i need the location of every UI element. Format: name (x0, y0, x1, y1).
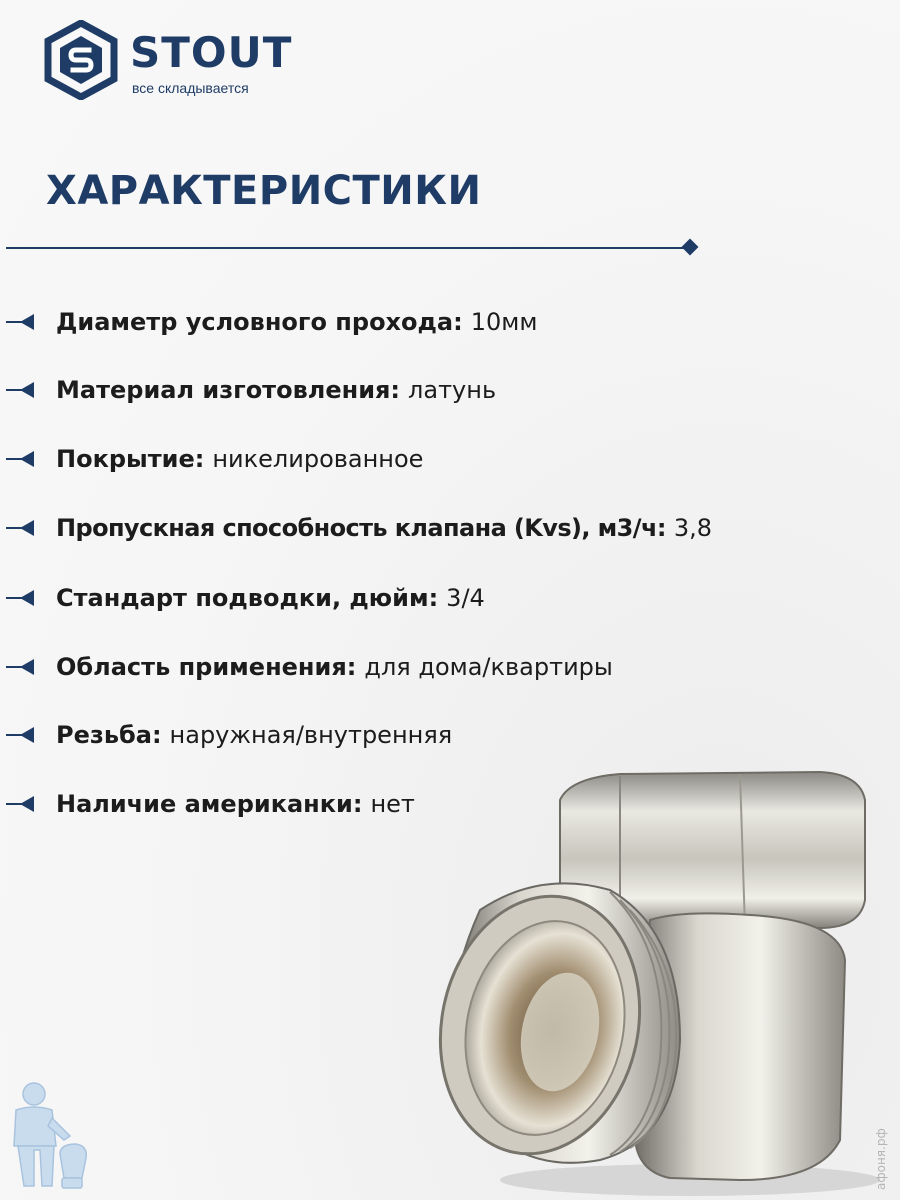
spec-value: для дома/квартиры (364, 653, 613, 681)
spec-label: Область применения: (56, 653, 357, 681)
spec-item (0, 302, 537, 342)
left-pointer-icon (0, 302, 56, 342)
spec-item (0, 647, 613, 687)
spec-label: Диаметр условного прохода: (56, 308, 463, 336)
left-pointer-icon (0, 578, 56, 618)
spec-value: 3,8 (673, 514, 712, 542)
spec-item (0, 784, 415, 824)
spec-label: Материал изготовления: (56, 376, 401, 404)
spec-value: нет (370, 790, 415, 818)
brand-logo (44, 20, 304, 100)
product-image (420, 760, 890, 1200)
spec-label: Наличие американки: (56, 790, 363, 818)
left-pointer-icon (0, 508, 56, 548)
spec-item (0, 370, 496, 410)
left-pointer-icon (0, 784, 56, 824)
left-pointer-icon (0, 647, 56, 687)
spec-label: Покрытие: (56, 445, 205, 473)
spec-item (0, 508, 712, 548)
left-pointer-icon (0, 715, 56, 755)
left-pointer-icon (0, 439, 56, 479)
spec-item (0, 715, 452, 755)
spec-value: 10мм (470, 308, 538, 336)
spec-label: Резьба: (56, 721, 162, 749)
plumber-mascot-icon (4, 1078, 90, 1196)
spec-item (0, 439, 423, 479)
left-pointer-icon (0, 370, 56, 410)
spec-label: Пропускная способность клапана (Kvs), м3/ч: (56, 514, 666, 542)
title-underline (6, 247, 690, 249)
brand-tagline: все складывается (132, 80, 249, 96)
spec-value: 3/4 (446, 584, 485, 612)
spec-label: Стандарт подводки, дюйм: (56, 584, 439, 612)
watermark: афоня.рф (874, 1128, 888, 1190)
spec-value: наружная/внутренняя (169, 721, 453, 749)
spec-item (0, 578, 485, 618)
page-title: ХАРАКТЕРИСТИКИ (46, 168, 482, 214)
spec-value: латунь (408, 376, 497, 404)
stout-hexagon-icon (44, 20, 118, 100)
brand-name: STOUT (130, 28, 293, 77)
spec-value: никелированное (212, 445, 424, 473)
